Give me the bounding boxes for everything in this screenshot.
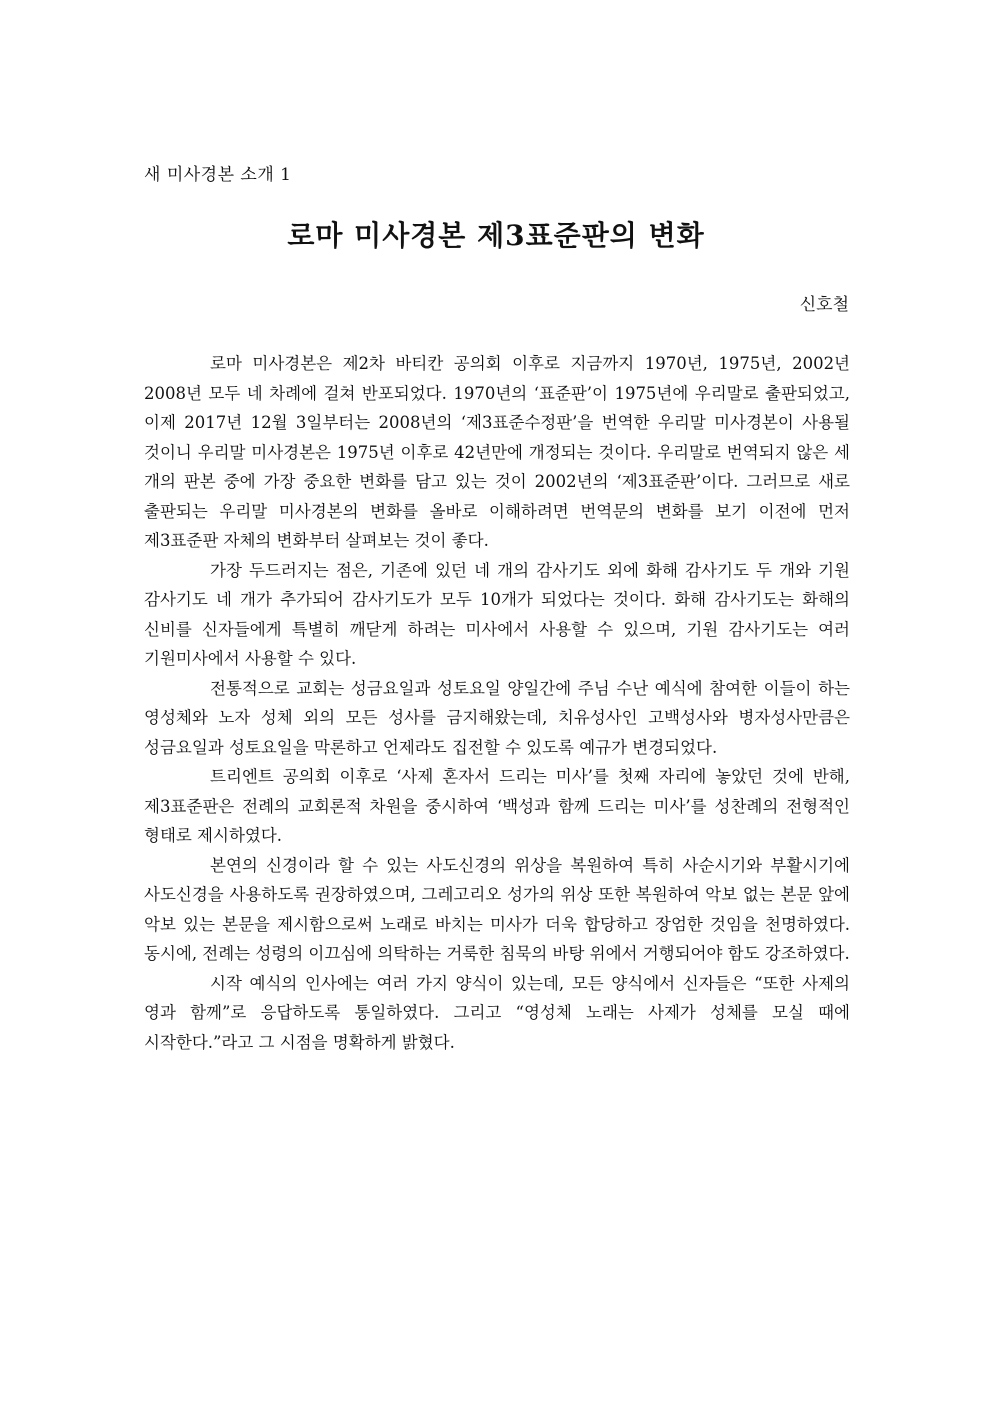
paragraph-6: 시작 예식의 인사에는 여러 가지 양식이 있는데, 모든 양식에서 신자들은 “또한 사제의 영과 함께”로 응답하도록 통일하였다. 그리고 “영성체 노래는 사제가 성체를 모실 때에 시작한다.”라고 그 시점을 명확하게 밝혔다.	[144, 973, 850, 1052]
body-text	[144, 349, 850, 1057]
paragraph-5: 본연의 신경이라 할 수 있는 사도신경의 위상을 복원하여 특히 사순시기와 부활시기에 사도신경을 사용하도록 권장하였으며, 그레고리오 성가의 위상 또한 복원하여 악보 없는 본문 앞에 악보 있는 본문을 제시함으로써 노래로 바치는 미사가 더욱 합당하고 장엄한 것임을 천명하였다. 동시에, 전례는 성령의 이끄심에 의탁하는 거룩한 침묵의 바탕 위에서 거행되어야 함도 강조하였다.	[144, 855, 850, 963]
paragraph-3: 전통적으로 교회는 성금요일과 성토요일 양일간에 주님 수난 예식에 참여한 이들이 하는 영성체와 노자 성체 외의 모든 성사를 금지해왔는데, 치유성사인 고백성사와 병자성사만큼은 성금요일과 성토요일을 막론하고 언제라도 집전할 수 있도록 예규가 변경되었다.	[144, 678, 850, 757]
author-name: 신호철	[799, 295, 849, 315]
paragraph-4: 트리엔트 공의회 이후로 ‘사제 혼자서 드리는 미사’를 첫째 자리에 놓았던 것에 반해, 제3표준판은 전례의 교회론적 차원을 중시하여 ‘백성과 함께 드리는 미사’를 성찬례의 전형적인 형태로 제시하였다.	[144, 767, 850, 845]
series-label: 새 미사경본 소개 1	[144, 165, 292, 185]
document-title: 로마 미사경본 제3표준판의 변화	[287, 219, 705, 252]
paragraph-2: 가장 두드러지는 점은, 기존에 있던 네 개의 감사기도 외에 화해 감사기도 두 개와 기원 감사기도 네 개가 추가되어 감사기도가 모두 10개가 되었다는 것이다. 화해 감사기도는 화해의 신비를 신자들에게 특별히 깨닫게 하려는 미사에서 사용할 수 있으며, 기원 감사기도는 여러 기원미사에서 사용할 수 있다.	[144, 560, 850, 668]
paragraph-1: 로마 미사경본은 제2차 바티칸 공의회 이후로 지금까지 1970년, 1975년, 2002년 2008년 모두 네 차례에 걸쳐 반포되었다. 1970년의 ‘표준판’이 1975년에 우리말로 출판되었고, 이제 2017년 12월 3일부터는 2008년의 ‘제3표준수정판’을 번역한 우리말 미사경본이 사용될 것이니 우리말 미사경본은 1975년 이후로 42년만에 개정되는 것이다. 우리말로 번역되지 않은 세 개의 판본 중에 가장 중요한 변화를 담고 있는 것이 2002년의 ‘제3표준판’이다. 그러므로 새로 출판되는 우리말 미사경본의 변화를 올바로 이해하려면 번역문의 변화를 보기 이전에 먼저 제3표준판 자체의 변화부터 살펴보는 것이 좋다.	[144, 354, 850, 550]
